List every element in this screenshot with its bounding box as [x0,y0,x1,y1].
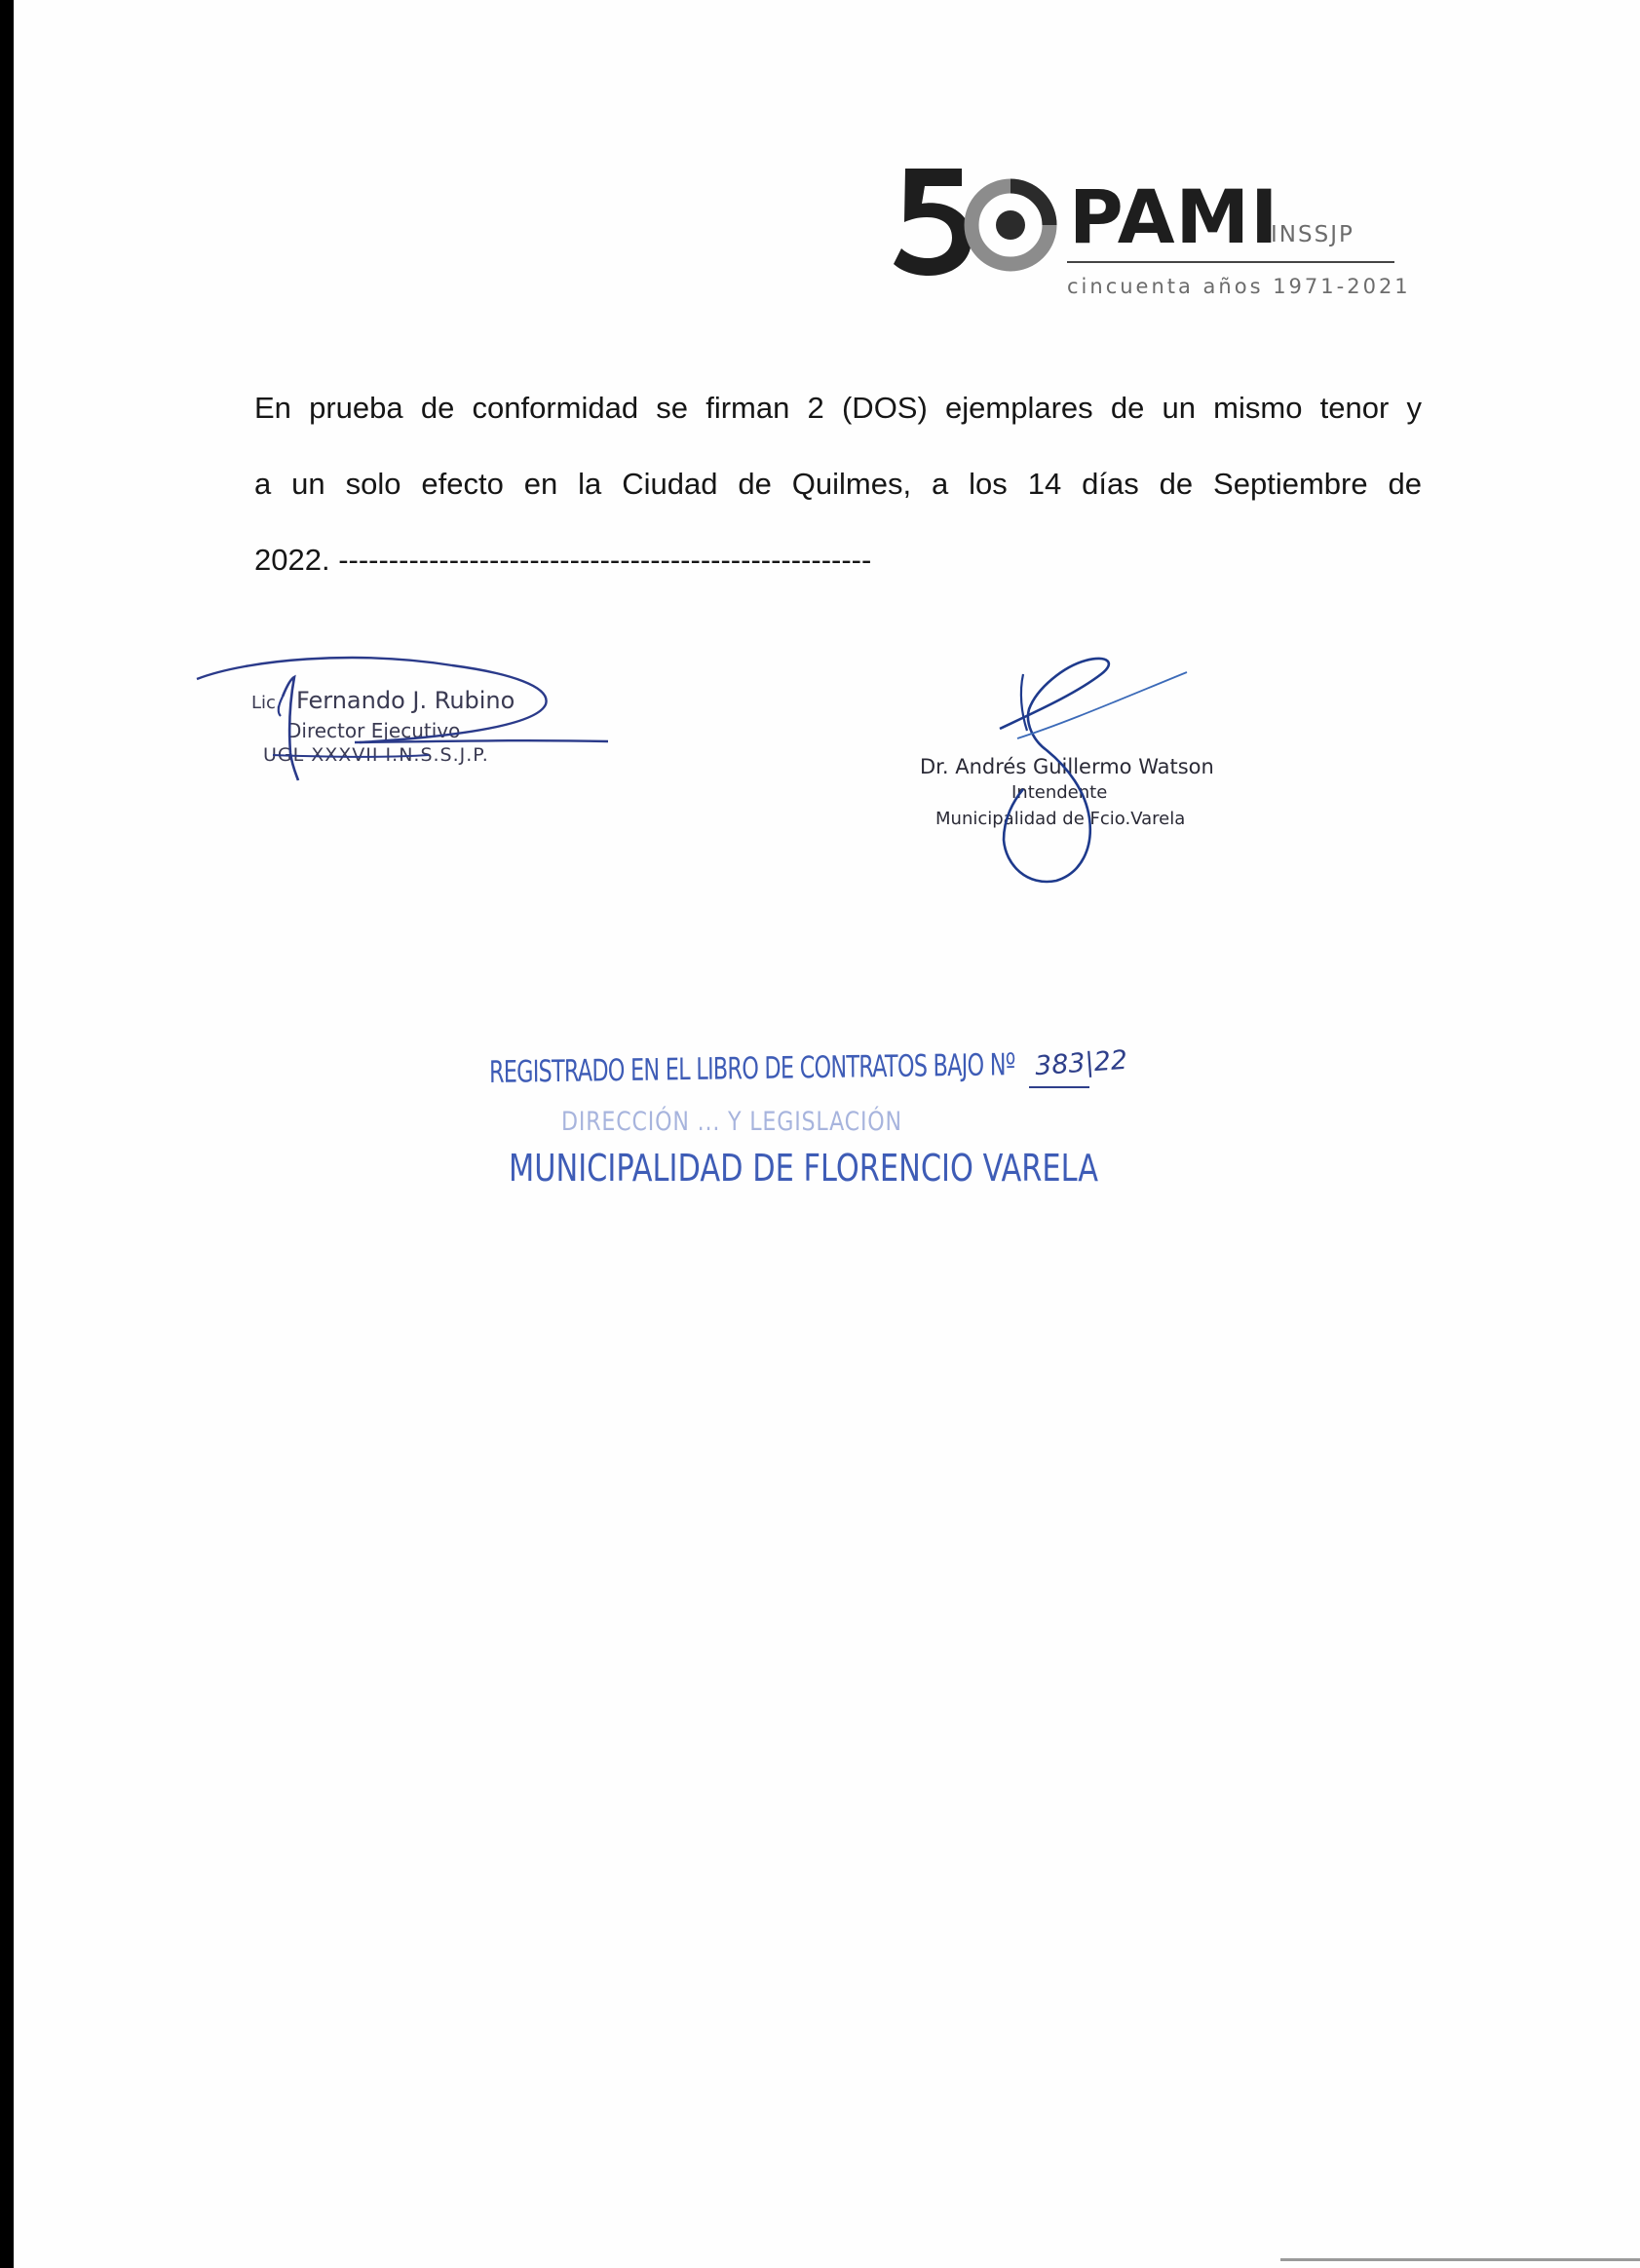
logo-divider [1067,261,1394,263]
registry-stamp [481,1042,1183,1208]
registry-contract-number: 383|22 [1034,1044,1128,1082]
registry-stamp-line-1: REGISTRADO EN EL LIBRO DE CONTRATOS BAJO Nº [488,1047,1015,1090]
fifty-years-logo-mark [886,161,1071,278]
conformity-paragraph [254,370,1422,598]
signer-right-name: Dr. Andrés Guillermo Watson [920,755,1214,778]
registry-number-underline [481,1042,1183,1208]
pami-logo [886,161,1412,317]
registry-stamp-line-3: MUNICIPALIDAD DE FLORENCIO VARELA [509,1147,1099,1190]
scan-edge [0,0,14,2268]
registry-stamp-line-2: DIRECCIÓN ... Y LEGISLACIÓN [561,1107,902,1137]
signer-right-office: Municipalidad de Fcio.Varela [935,809,1186,829]
paragraph-line-1: En prueba de conformidad se firman 2 (DOS) ejemplares de un mismo tenor y [254,391,1422,425]
handwritten-signature-right [891,653,1241,926]
signer-right-title: Intendente [1011,782,1108,803]
paragraph-line-2: a un solo efecto en la Ciudad de Quilmes, a los 14 días de Septiembre de [254,467,1422,501]
document-page [14,0,1640,2268]
logo-org-text: INSSJP [1271,222,1354,247]
signer-left-unit: UGL XXXVII I.N.S.S.J.P. [263,744,489,766]
signer-left-title: Director Ejecutivo [286,719,461,742]
signature-block-right [891,653,1241,926]
signer-left-name: Fernando J. Rubino [296,687,515,714]
signer-left-prefix: Lic. [251,693,282,713]
handwritten-signature-left [189,648,628,799]
paragraph-line-3: 2022. ----------------------------------------------------- [254,543,872,577]
logo-brand-text: PAMI [1069,173,1279,260]
logo-tagline: cincuenta años 1971-2021 [1067,275,1411,298]
signature-block-left [189,648,628,799]
scan-artifact-line [1280,2258,1640,2261]
